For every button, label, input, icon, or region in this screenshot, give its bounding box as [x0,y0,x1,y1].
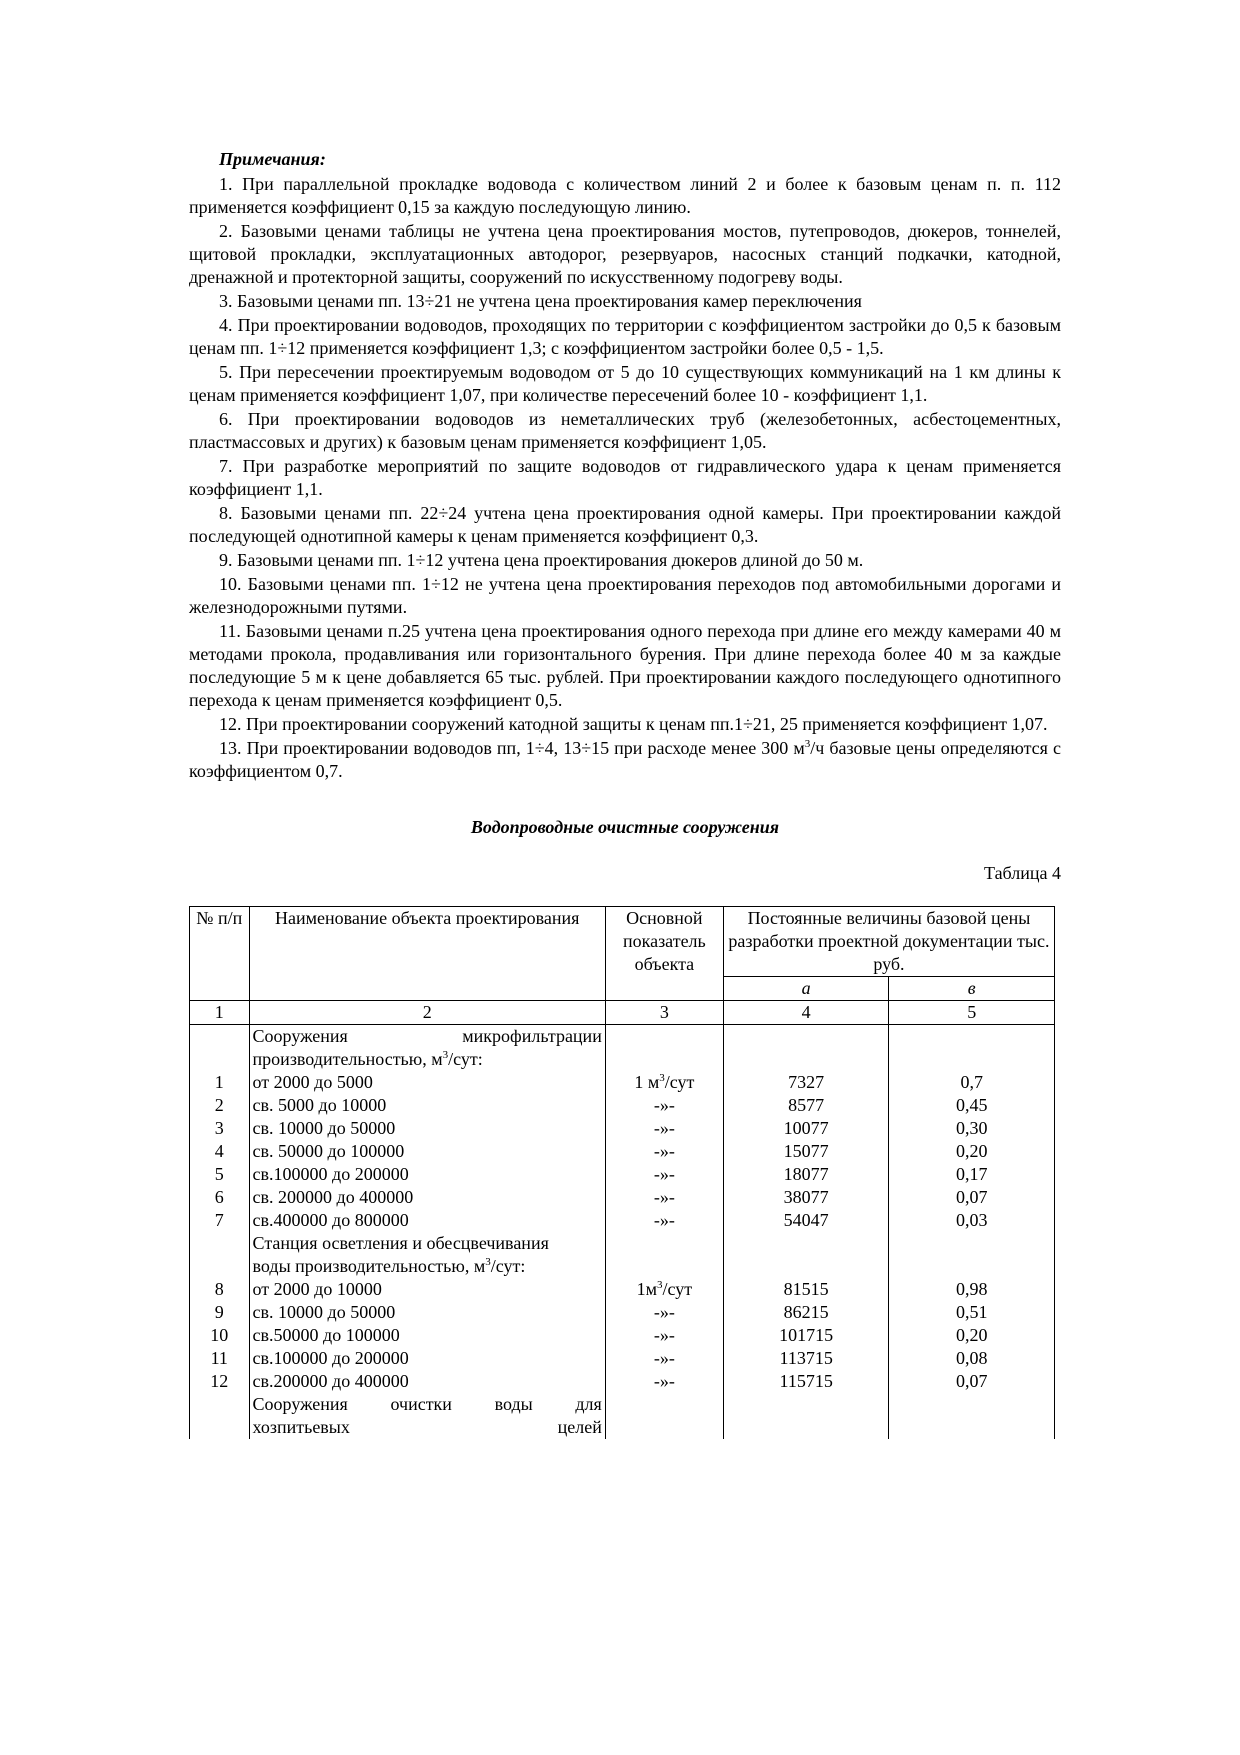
num-cell [190,1025,250,1440]
row-num: 9 [214,1302,224,1322]
name-cell [249,1025,605,1440]
note-item: 1. При параллельной прокладке водовода с количеством линий 2 и более к базовым ценам п. п. 112 применяется коэффициент 0,15 за каждую последующую линию. [189,174,1061,217]
row-a: 18077 [783,1164,829,1184]
row-a: 38077 [783,1187,829,1207]
note-item: 8. Базовыми ценами пп. 22÷24 учтена цена проектирования одной камеры. При проектировании каждой последующей однотипной камеры к ценам применяется коэффициент 0,3. [189,503,1061,546]
row-name: св.100000 до 200000 [252,1164,409,1184]
group-subtitle: воды производительностью, $м^3$/сут: [252,1256,526,1276]
row-num: 6 [214,1187,224,1207]
row-b: 0,03 [955,1210,988,1230]
row-num: 10 [210,1325,229,1345]
row-name: св.200000 до 400000 [252,1371,409,1391]
row-num: 11 [210,1348,228,1368]
price-table [189,906,1055,1439]
row-a: 115715 [779,1371,833,1391]
header-b: в [889,977,1055,1001]
header-price: Постоянные величины базовой цены разработки проектной документации тыс. руб. [723,907,1054,977]
row-a: 10077 [783,1118,829,1138]
row-unit: 1 $м^3$/сут [634,1072,695,1092]
row-unit: -»- [653,1164,675,1184]
header-name: Наименование объекта проектирования [249,907,605,1001]
row-b: 0,20 [955,1325,988,1345]
column-number: 3 [605,1001,723,1025]
document-page [189,148,1061,1439]
row-a: 15077 [783,1141,829,1161]
note-item: 12. При проектировании сооружений катодной защиты к ценам пп.1÷21, 25 применяется коэффициент 1,07. [219,714,1048,734]
row-name: св.50000 до 100000 [252,1325,400,1345]
row-a: 113715 [779,1348,833,1368]
header-unit: Основной показатель объекта [605,907,723,1001]
section-title: Водопроводные очистные сооружения [470,817,780,837]
row-name: св. 10000 до 50000 [252,1118,396,1138]
row-name: от 2000 до 5000 [252,1072,373,1092]
row-name: св. 10000 до 50000 [252,1302,396,1322]
row-num: 7 [214,1210,224,1230]
note-item: 11. Базовыми ценами п.25 учтена цена проектирования одного перехода при длине его между камерами 40 м методами прокола, продавливания или горизонтального бурения. При длине перехода более 40 м за каждые последующие 5 м к цене добавляется 65 тыс. рублей. При проектировании каждого последующего однотипного перехода к ценам применяется коэффициент 0,5. [189,621,1061,710]
row-a: 54047 [783,1210,829,1230]
group-title: Сооружения микрофильтрации [252,1026,602,1046]
row-name: св. 50000 до 100000 [252,1141,405,1161]
column-number: 5 [889,1001,1055,1025]
header-a: а [723,977,889,1001]
row-a: 101715 [779,1325,834,1345]
row-unit: -»- [653,1371,675,1391]
note-item: 10. Базовыми ценами пп. 1÷12 не учтена цена проектирования переходов под автомобильными дорогами и железнодорожными путями. [189,574,1061,617]
note-item: 5. При пересечении проектируемым водоводом от 5 до 10 существующих коммуникаций на 1 км длины к ценам применяется коэффициент 1,07, при количестве пересечений более 10 - коэффициент 1,1. [189,362,1061,405]
a-cell [723,1025,889,1440]
column-number: 2 [249,1001,605,1025]
note-item: 2. Базовыми ценами таблицы не учтена цена проектирования мостов, путепроводов, дюкеров, тоннелей, щитовой прокладки, эксплуатационных автодорог, резервуаров, насосных станций подкачки, катодной, дренажной и протекторной защиты, сооружений по искусственному подогреву воды. [189,221,1061,287]
row-b: 0,98 [955,1279,988,1299]
row-unit: $1м^3$/сут [636,1279,693,1299]
row-num: 8 [214,1279,224,1299]
column-number: 1 [190,1001,250,1025]
note-item: 3. Базовыми ценами пп. 13÷21 не учтена цена проектирования камер переключения [219,291,862,311]
row-num: 1 [214,1072,224,1092]
table-label: Таблица 4 [984,863,1061,883]
note-item: 9. Базовыми ценами пп. 1÷12 учтена цена проектирования дюкеров длиной до 50 м. [219,550,864,570]
row-num: 3 [214,1118,224,1138]
row-num: 5 [214,1164,224,1184]
row-b: 0,17 [955,1164,988,1184]
row-unit: -»- [653,1118,675,1138]
row-name: св.100000 до 200000 [252,1348,409,1368]
row-name: св. 5000 до 10000 [252,1095,387,1115]
b-cell [889,1025,1055,1440]
group-title: Сооружения очистки воды для [252,1394,602,1414]
row-b: 0,07 [955,1371,988,1391]
row-b: 0,30 [955,1118,988,1138]
unit-cell [605,1025,723,1440]
row-a: 8577 [788,1095,825,1115]
row-a: 81515 [783,1279,829,1299]
row-unit: -»- [653,1095,675,1115]
row-name: св. 200000 до 400000 [252,1187,414,1207]
note-item: 7. При разработке мероприятий по защите водоводов от гидравлического удара к ценам применяется коэффициент 1,1. [189,456,1061,499]
group-title: хозпитьевых целей [252,1417,602,1437]
notes-title: Примечания: [219,149,326,169]
row-num: 4 [214,1141,224,1161]
notes-section [189,148,1061,783]
row-b: 0,7 [960,1072,983,1092]
superscript: 3 [804,738,811,750]
row-unit: -»- [653,1141,675,1161]
row-num: 2 [214,1095,224,1115]
column-number-row [190,1001,1055,1025]
row-unit: -»- [653,1210,675,1230]
row-num: 12 [210,1371,229,1391]
row-a: 86215 [783,1302,829,1322]
table-header-row [190,907,1055,977]
column-number: 4 [723,1001,889,1025]
note-13-text-end: /ч базовые цены определяются с коэффициентом 0,7. [189,738,1062,781]
row-unit: -»- [653,1302,675,1322]
row-unit: -»- [653,1187,675,1207]
row-b: 0,08 [955,1348,988,1368]
row-b: 0,20 [955,1141,988,1161]
note-item: 6. При проектировании водоводов из неметаллических труб (железобетонных, асбестоцементных, пластмассовых и других) к базовым ценам применяется коэффициент 1,05. [189,409,1061,452]
header-num: № п/п [190,907,250,1001]
row-unit: -»- [653,1325,675,1345]
note-item [189,737,1061,783]
row-a: 7327 [788,1072,825,1092]
note-13-text: 13. При проектировании водоводов пп, 1÷4, 13÷15 при расходе менее 300 м [219,738,805,758]
group-subtitle: производительностью, $м^3$/сут: [252,1049,483,1069]
row-b: 0,51 [955,1302,988,1322]
row-b: 0,07 [955,1187,988,1207]
row-name: от 2000 до 10000 [252,1279,382,1299]
row-name: св.400000 до 800000 [252,1210,409,1230]
row-b: 0,45 [955,1095,988,1115]
table-body-row [190,1025,1055,1440]
note-item: 4. При проектировании водоводов, проходящих по территории с коэффициентом застройки до 0,5 к базовым ценам пп. 1÷12 применяется коэффициент 1,3; с коэффициентом застройки более 0,5 - 1,5. [189,315,1061,358]
row-unit: -»- [653,1348,675,1368]
group-title: Станция осветления и обесцвечивания [252,1233,549,1253]
